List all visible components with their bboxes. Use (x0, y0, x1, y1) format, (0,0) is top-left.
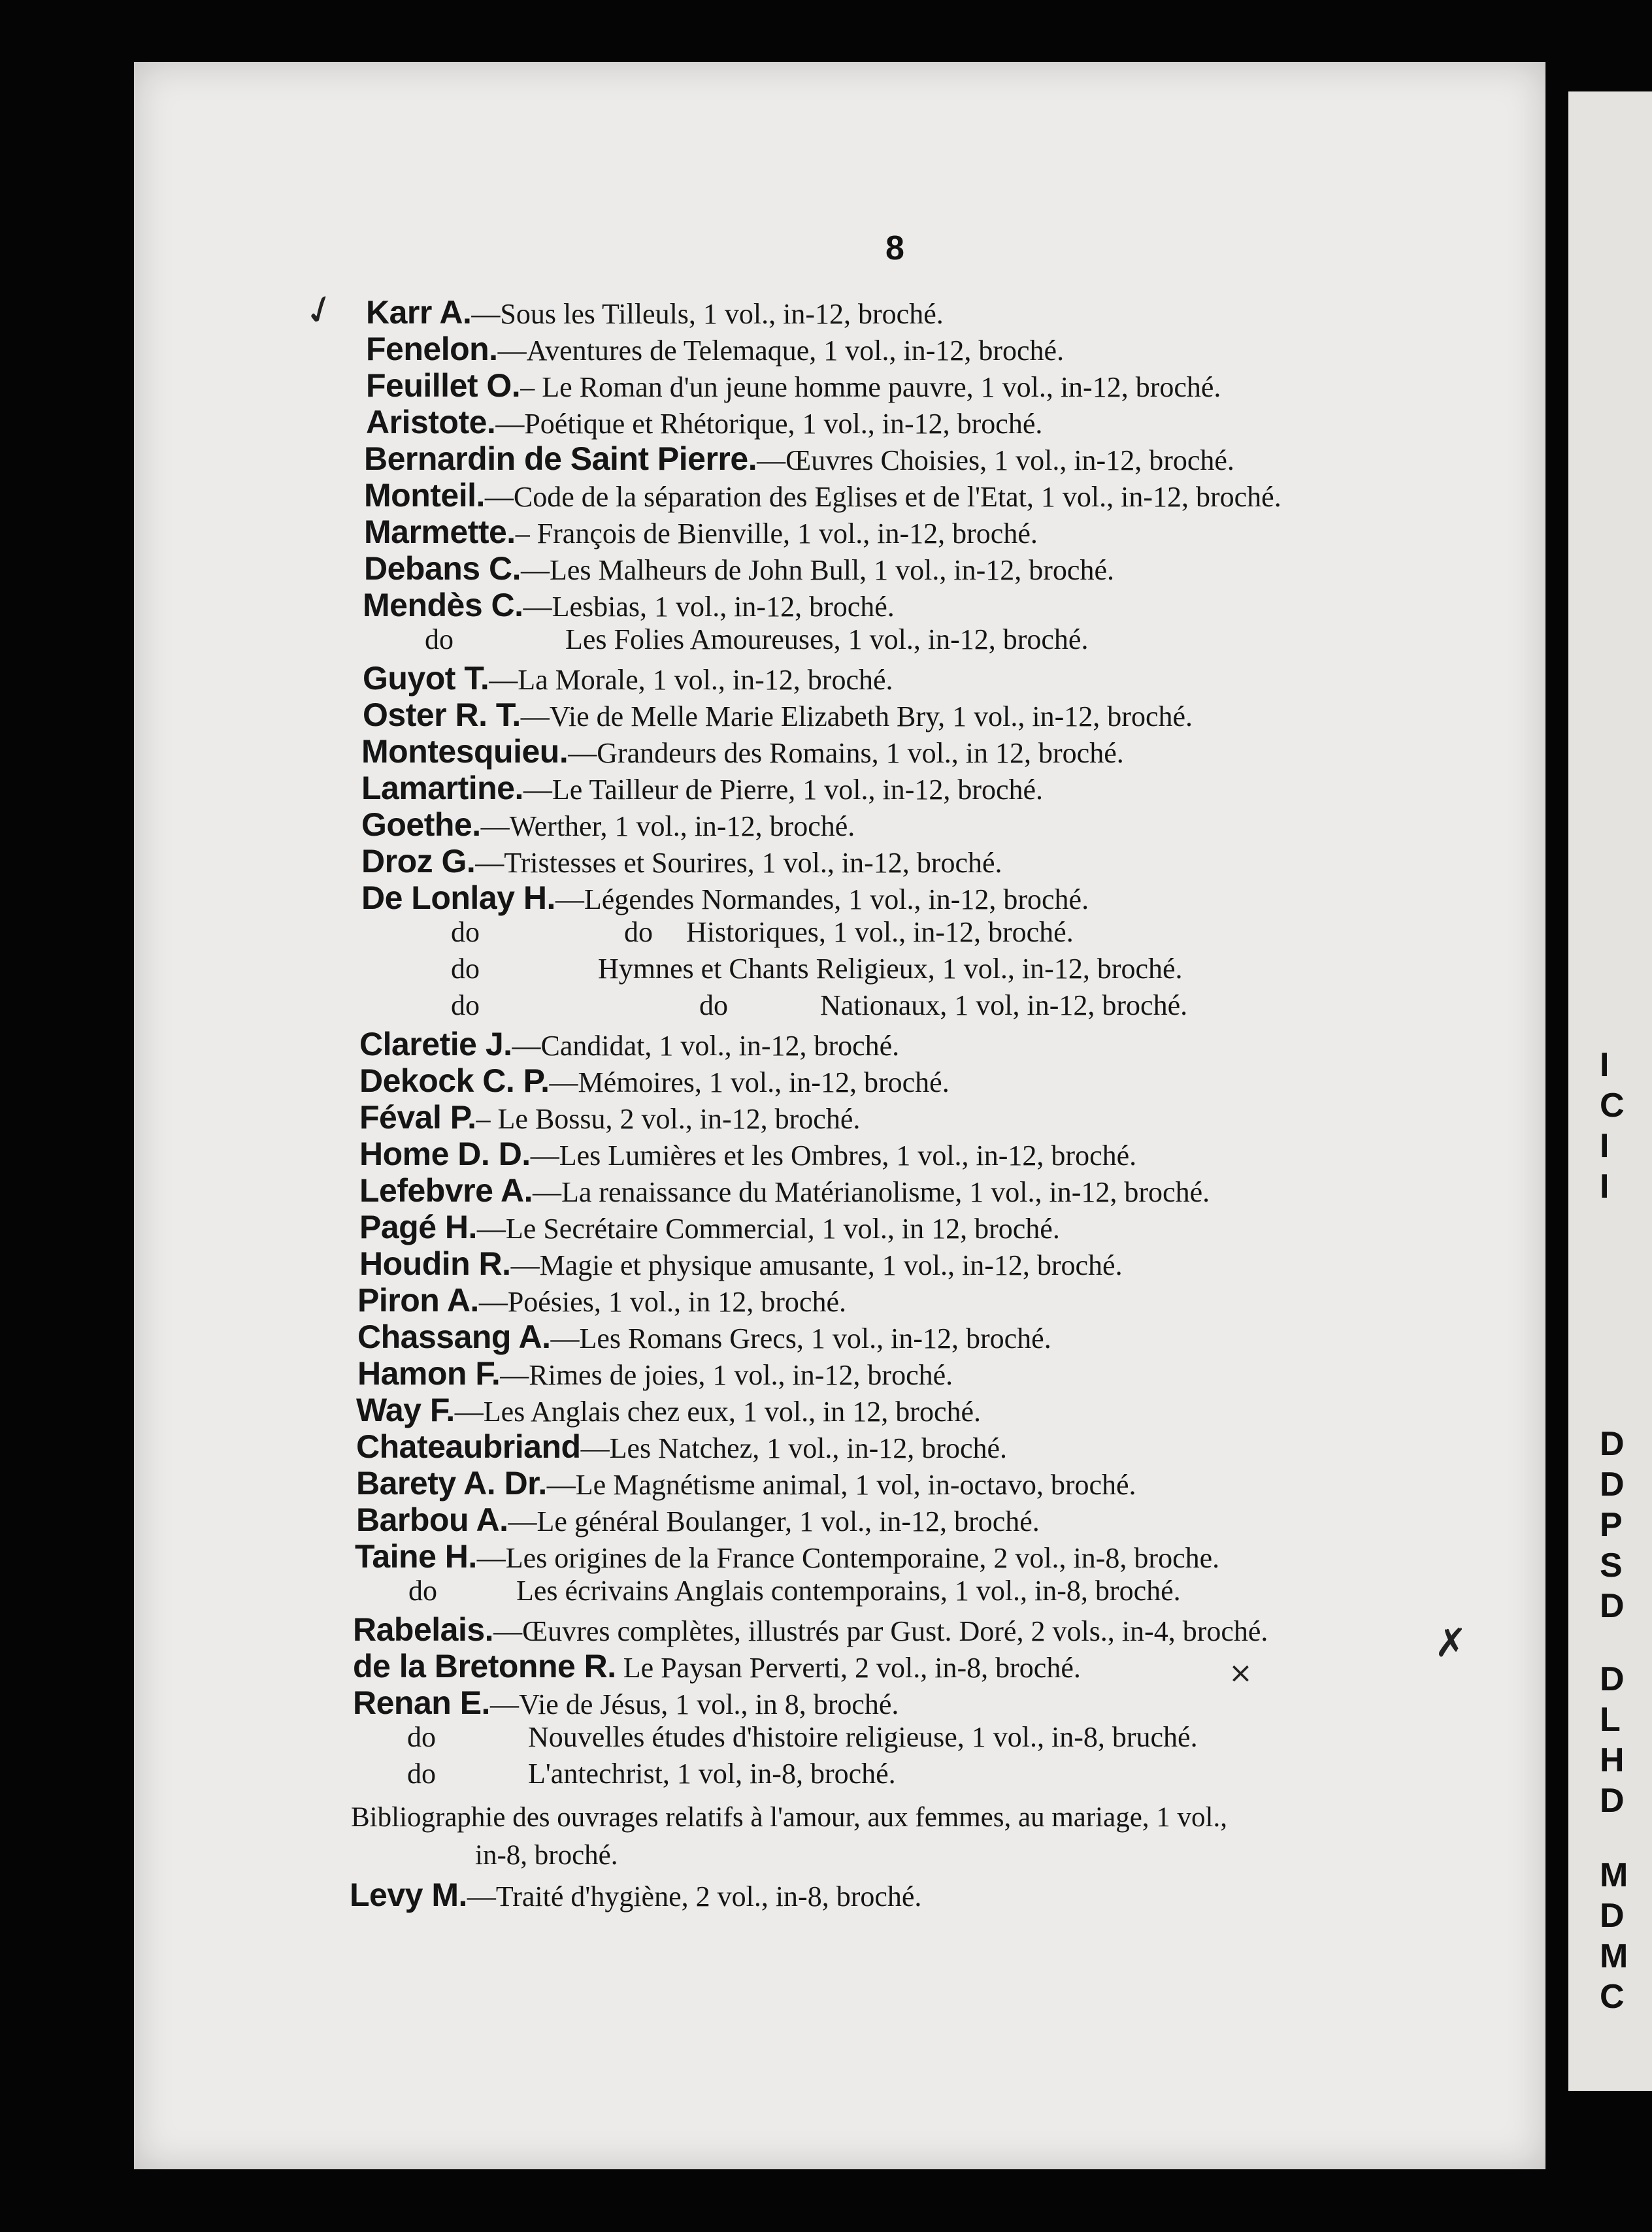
entry-author: Droz G. (361, 843, 476, 879)
entry-text: – Le Bossu, 2 vol., in-12, broché. (476, 1103, 861, 1135)
list-item (364, 516, 1038, 548)
entry-author: Renan E. (353, 1684, 490, 1721)
edge-letter: I (1600, 1127, 1610, 1165)
list-item (356, 1503, 1040, 1536)
edge-letter: D (1600, 1425, 1625, 1463)
entry-author: de la Bretonne R. (353, 1648, 616, 1684)
entry-text: —Les Romans Grecs, 1 vol., in-12, broché. (550, 1322, 1051, 1354)
entry-text: —Poétique et Rhétorique, 1 vol., in-12, broché. (495, 408, 1043, 440)
list-item (361, 772, 1043, 804)
list-item (353, 1650, 1081, 1682)
entry-text: —La renaissance du Matérianolisme, 1 vol., in-12, broché. (532, 1176, 1210, 1208)
entry-text: —Les origines de la France Contemporaine, 2 vol., in-8, broche. (476, 1542, 1220, 1574)
entry-text: L'antechrist, 1 vol, in-8, broché. (528, 1758, 896, 1790)
edge-letter: S (1600, 1547, 1623, 1584)
entry-text: —Rimes de joies, 1 vol., in-12, broché. (500, 1359, 953, 1391)
pencil-check-mark-icon: ✓ (297, 283, 344, 338)
entry-author: Barbou A. (356, 1502, 508, 1538)
list-item (361, 881, 1089, 914)
entry-text: —Lesbias, 1 vol., in-12, broché. (523, 591, 895, 623)
entry-text: —Les Malheurs de John Bull, 1 vol., in-12, broché. (521, 554, 1114, 586)
ditto-mark: do (699, 989, 728, 1021)
list-item (359, 1174, 1210, 1207)
entry-text: —Œuvres complètes, illustrés par Gust. Doré, 2 vols., in-4, broché. (493, 1615, 1268, 1647)
ditto-mark: do (407, 1758, 436, 1790)
entry-text: —Grandeurs des Romains, 1 vol., in 12, broché. (568, 737, 1124, 769)
entry-text: Les Folies Amoureuses, 1 vol., in-12, broché. (565, 623, 1089, 655)
entry-author: Rabelais. (353, 1611, 494, 1648)
edge-letter: I (1600, 1046, 1610, 1084)
list-item (359, 1028, 899, 1060)
list-item (356, 1430, 1007, 1463)
list-item (407, 1760, 896, 1788)
entry-author: Féval P. (359, 1099, 476, 1136)
entry-author: Marmette. (364, 514, 516, 550)
ditto-mark: do (624, 916, 653, 948)
catalogue-page (134, 62, 1545, 2169)
entry-author: Goethe. (361, 806, 481, 843)
entry-text: —Les Natchez, 1 vol., in-12, broché. (580, 1432, 1008, 1464)
list-item (357, 1284, 846, 1317)
entry-author: Lefebvre A. (359, 1172, 533, 1209)
entry-author: Karr A. (366, 294, 472, 331)
entry-author: Levy M. (350, 1877, 467, 1913)
page-number: 8 (885, 229, 904, 267)
entry-author: Home D. D. (359, 1136, 531, 1172)
entry-text: —Le Secrétaire Commercial, 1 vol., in 12, broché. (476, 1213, 1060, 1245)
entry-text: —Magie et physique amusante, 1 vol., in-12, broché. (510, 1249, 1123, 1281)
edge-letter: P (1600, 1506, 1623, 1544)
edge-letter: L (1600, 1701, 1621, 1739)
edge-letter: D (1600, 1660, 1625, 1698)
entry-author: Monteil. (364, 477, 485, 514)
edge-letter: D (1600, 1587, 1625, 1625)
entry-text: —Œuvres Choisies, 1 vol., in-12, broché. (757, 444, 1234, 476)
list-item (353, 1613, 1268, 1646)
entry-text: —Traité d'hygiène, 2 vol., in-8, broché. (467, 1880, 922, 1912)
entry-author: Taine H. (355, 1538, 477, 1575)
ditto-mark: do (451, 953, 480, 985)
list-item (451, 991, 1187, 1020)
entry-author: Bernardin de Saint Pierre. (364, 440, 757, 477)
list-item (359, 1101, 860, 1134)
entry-text: —Code de la séparation des Eglises et de l'Etat, 1 vol., in-12, broché. (484, 481, 1281, 513)
entry-text: – François de Bienville, 1 vol., in-12, broché. (515, 517, 1038, 550)
entry-text: —Candidat, 1 vol., in-12, broché. (512, 1030, 900, 1062)
entry-text: Le Paysan Perverti, 2 vol., in-8, broché. (623, 1652, 1081, 1684)
entry-author: Chassang A. (357, 1319, 551, 1355)
list-item (364, 479, 1281, 512)
entry-text: Nouvelles études d'histoire religieuse, 1 vol., in-8, bruché. (528, 1721, 1198, 1753)
list-item (355, 1540, 1219, 1573)
entry-author: Debans C. (364, 550, 521, 587)
list-item (363, 662, 893, 695)
ditto-mark: do (407, 1721, 436, 1753)
list-item (361, 735, 1124, 768)
entry-text: —Poésies, 1 vol., in 12, broché. (478, 1286, 846, 1318)
entry-author: Pagé H. (359, 1209, 477, 1245)
entry-author: Dekock C. P. (359, 1062, 550, 1099)
bibliography-text: Bibliographie des ouvrages relatifs à l'amour, aux femmes, au mariage, 1 vol., (351, 1802, 1227, 1833)
list-item (451, 955, 1183, 983)
list-item (407, 1723, 1198, 1752)
entry-text: —La Morale, 1 vol., in-12, broché. (489, 664, 893, 696)
list-item (359, 1211, 1060, 1243)
list-item (366, 406, 1042, 438)
edge-letter: D (1600, 1466, 1625, 1503)
bibliography-continuation: in-8, broché. (475, 1840, 618, 1871)
entry-text: —Werther, 1 vol., in-12, broché. (480, 810, 855, 842)
list-item (359, 1138, 1136, 1170)
ditto-mark: do (425, 623, 454, 655)
edge-letter: C (1600, 1087, 1625, 1124)
ditto-mark: do (451, 989, 480, 1021)
entry-author: Montesquieu. (361, 733, 569, 770)
list-item (359, 1064, 950, 1097)
bibliography-entry (351, 1799, 1514, 1875)
entry-text: —Vie de Melle Marie Elizabeth Bry, 1 vol., in-12, broché. (520, 700, 1193, 732)
entry-text: Hymnes et Chants Religieux, 1 vol., in-12, broché. (598, 953, 1183, 985)
list-item (366, 333, 1064, 365)
pencil-cross-mark-icon: × (1229, 1656, 1253, 1690)
entry-author: Houdin R. (359, 1245, 511, 1282)
entry-author: Chateaubriand (356, 1428, 581, 1465)
list-item (363, 589, 895, 621)
list-item (425, 625, 1088, 654)
entry-text: Historiques, 1 vol., in-12, broché. (686, 916, 1074, 948)
entry-author: Feuillet O. (366, 367, 521, 404)
pencil-cross-mark-icon: ✗ (1434, 1620, 1468, 1666)
entry-author: Hamon F. (357, 1355, 501, 1392)
adjacent-page-edge (1568, 91, 1652, 2091)
entry-text: —Légendes Normandes, 1 vol., in-12, broché. (555, 883, 1089, 915)
list-item (451, 918, 1074, 947)
entry-text: —Les Lumières et les Ombres, 1 vol., in-12, broché. (530, 1140, 1137, 1172)
list-item (366, 296, 944, 329)
entry-author: Aristote. (366, 404, 496, 440)
entry-author: Barety A. Dr. (356, 1465, 547, 1502)
list-item (363, 698, 1193, 731)
list-item (356, 1467, 1136, 1500)
list-item (353, 1686, 899, 1719)
list-item (359, 1247, 1123, 1280)
book-list (134, 62, 1545, 2169)
ditto-mark: do (408, 1575, 437, 1607)
edge-letter: D (1600, 1897, 1625, 1935)
list-item (361, 845, 1002, 878)
entry-text: —Mémoires, 1 vol., in-12, broché. (549, 1066, 950, 1098)
entry-text: —Les Anglais chez eux, 1 vol., in 12, broché. (454, 1396, 982, 1428)
entry-author: Claretie J. (359, 1026, 512, 1062)
edge-letter: M (1600, 1856, 1628, 1894)
entry-author: Oster R. T. (363, 697, 521, 733)
edge-letter: D (1600, 1782, 1625, 1820)
ditto-mark: do (451, 916, 480, 948)
list-item (364, 442, 1234, 475)
entry-text: Les écrivains Anglais contemporains, 1 vol., in-8, broché. (516, 1575, 1181, 1607)
list-item (364, 552, 1114, 585)
edge-letter: M (1600, 1937, 1628, 1975)
entry-text: —Le Tailleur de Pierre, 1 vol., in-12, broché. (523, 774, 1044, 806)
list-item (366, 369, 1221, 402)
entry-text: —Tristesses et Sourires, 1 vol., in-12, broché. (475, 847, 1002, 879)
entry-text: —Le général Boulanger, 1 vol., in-12, broché. (508, 1505, 1040, 1537)
entry-author: Mendès C. (363, 587, 523, 623)
list-item (356, 1394, 981, 1426)
entry-text: Nationaux, 1 vol, in-12, broché. (820, 989, 1188, 1021)
edge-letter: H (1600, 1741, 1625, 1779)
edge-letter: C (1600, 1978, 1625, 2016)
entry-author: Piron A. (357, 1282, 479, 1319)
list-item (408, 1577, 1181, 1605)
entry-text: – Le Roman d'un jeune homme pauvre, 1 vol., in-12, broché. (520, 371, 1221, 403)
list-item (357, 1357, 953, 1390)
entry-author: De Lonlay H. (361, 879, 555, 916)
entry-text: —Aventures de Telemaque, 1 vol., in-12, broché. (497, 335, 1065, 367)
entry-text: —Le Magnétisme animal, 1 vol, in-octavo, broché. (546, 1469, 1136, 1501)
entry-text: —Sous les Tilleuls, 1 vol., in-12, broché. (471, 298, 944, 330)
entry-text: —Vie de Jésus, 1 vol., in 8, broché. (489, 1688, 899, 1720)
entry-author: Way F. (356, 1392, 455, 1428)
edge-letter: I (1600, 1168, 1610, 1206)
list-item (357, 1321, 1051, 1353)
entry-author: Fenelon. (366, 331, 498, 367)
list-item (350, 1879, 921, 1911)
list-item (361, 808, 855, 841)
entry-author: Guyot T. (363, 660, 489, 697)
entry-author: Lamartine. (361, 770, 523, 806)
